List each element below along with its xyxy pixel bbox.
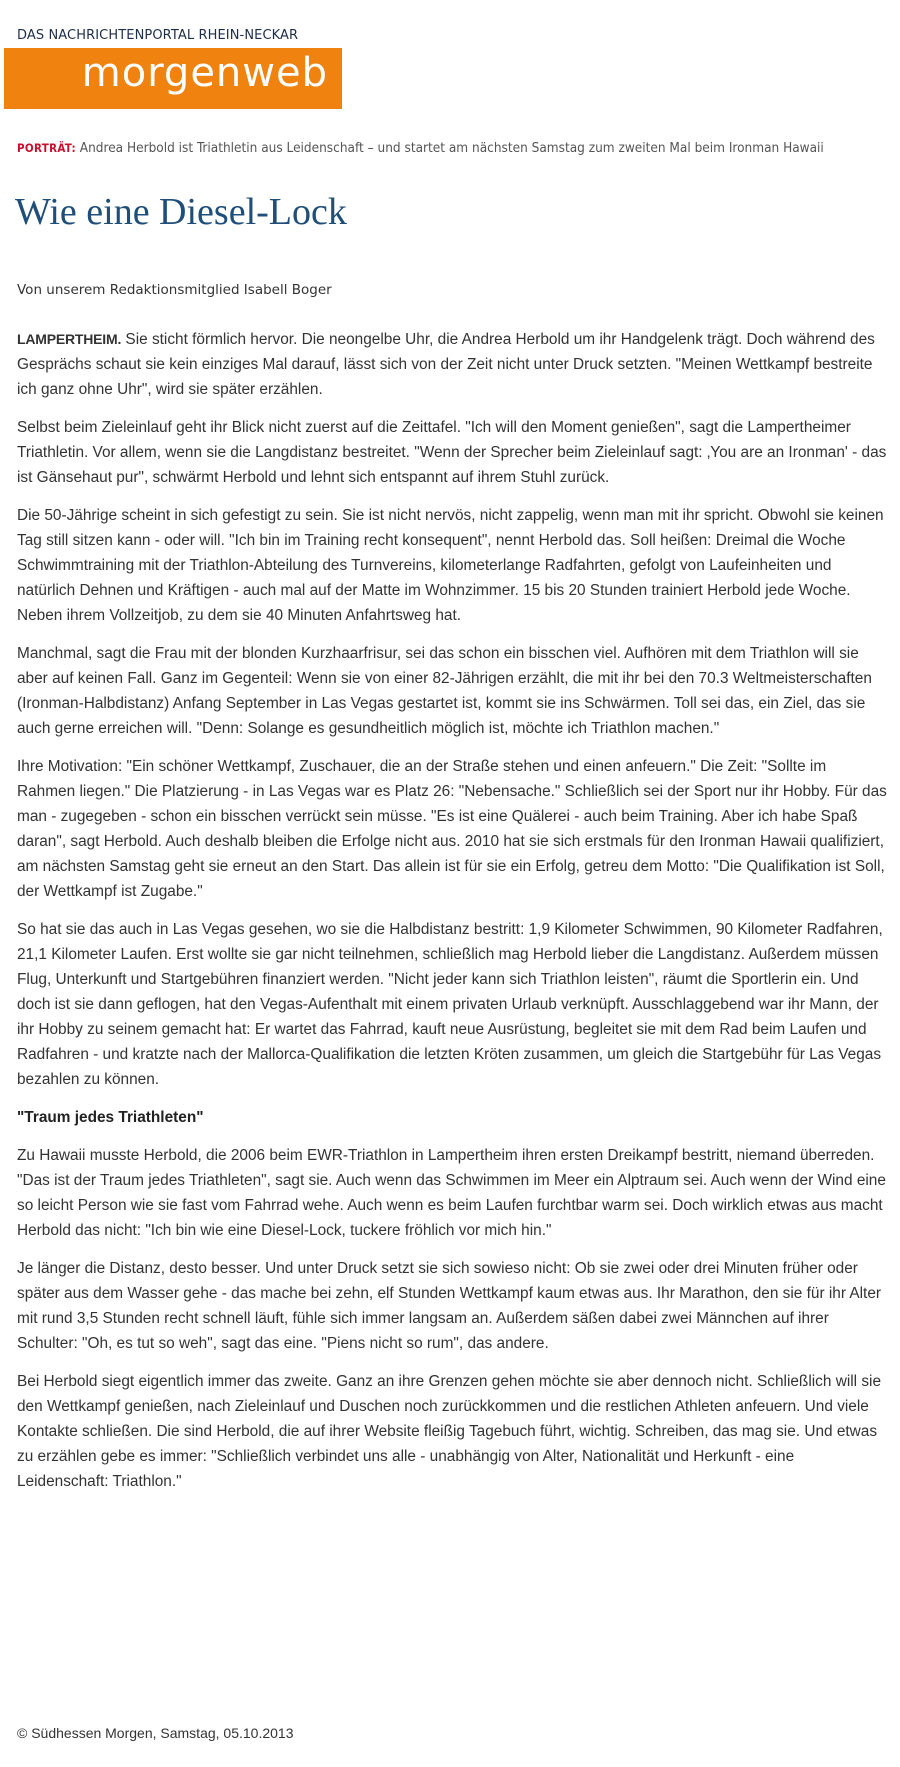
article-kicker (17, 137, 877, 160)
article-paragraph: Manchmal, sagt die Frau mit der blonden Kurzhaarfrisur, sei das schon ein bisschen viel. Aufhören mit dem Triathlon will sie aber auf keinen Fall. Ganz im Gegenteil: Wenn sie von einer 82-Jährigen erzählt, die mit ihr bei den 70.3 Weltmeisterschaften (Ironman-Halbdistanz) Anfang September in Las Vegas gestartet ist, kommt sie ins Schwärmen. Toll sei das, ein Ziel, das sie auch gerne erreichen will. "Denn: Solange es gesundheitlich möglich ist, möchte ich Triathlon machen." (17, 645, 872, 737)
morgenweb-logo[interactable] (4, 48, 342, 109)
article-paragraph: Je länger die Distanz, desto besser. Und unter Druck setzt sie sich sowieso nicht: Ob sie zwei oder drei Minuten früher oder später aus dem Wasser gehe - das mache bei zehn, elf Stunden Wettkampf kaum etwas aus. Ihr Marathon, den sie für ihr Alter mit rund 3,5 Stunden recht schnell läuft, fühle sich immer langsam an. Außerdem säßen dabei zwei Männchen auf ihrer Schulter: "Oh, es tut so weh", sagt das eine. "Piens nicht so rum", das andere. (17, 1260, 882, 1352)
article-paragraph: So hat sie das auch in Las Vegas gesehen, wo sie die Halbdistanz bestritt: 1,9 Kilometer Schwimmen, 90 Kilometer Radfahren, 21,1 Kilometer Laufen. Erst wollte sie gar nicht teilnehmen, schließlich mag Herbold lieber die Langdistanz. Außerdem müssen Flug, Unterkunft und Startgebühren finanziert werden. "Nicht jeder kann sich Triathlon leisten", räumt die Sportlerin ein. Und doch ist sie dann geflogen, hat den Vegas-Aufenthalt mit einem privaten Urlaub verknüpft. Ausschlaggebend war ihr Mann, der ihr Hobby zu seinem gemacht hat: Er wartet das Fahrrad, kauft neue Ausrüstung, begleitet sie mit dem Rad beim Laufen und Radfahren - und kratzte nach der Mallorca-Qualifikation die letzten Kröten zusammen, um gleich die Startgebühr für Las Vegas bezahlen zu können. (17, 921, 883, 1088)
article-body (17, 327, 887, 1507)
article-paragraph: Die 50-Jährige scheint in sich gefestigt zu sein. Sie ist nicht nervös, nicht zappelig, wenn man mit ihr spricht. Obwohl sie keinen Tag still sitzen kann - oder will. "Ich bin im Training recht konsequent", nennt Herbold das. Soll heißen: Dreimal die Woche Schwimmtraining mit der Triathlon-Abteilung des Turnvereins, kilometerlange Radfahrten, gefolgt von Laufeinheiten und natürlich Dehnen und Kräftigen - auch mal auf der Matte im Wohnzimmer. 15 bis 20 Stunden trainiert Herbold jede Woche. Neben ihrem Vollzeitjob, zu dem sie 40 Minuten Anfahrtsweg hat. (17, 507, 884, 624)
logo-text: morgenweb (81, 50, 328, 96)
dateline: LAMPERTHEIM. (17, 331, 122, 347)
article-subhead: "Traum jedes Triathleten" (17, 1109, 204, 1126)
copyright-footer: © Südhessen Morgen, Samstag, 05.10.2013 (17, 1725, 294, 1741)
article-paragraph: LAMPERTHEIM. Sie sticht förmlich hervor. Die neongelbe Uhr, die Andrea Herbold um ihr Handgelenk trägt. Doch während des Gesprächs schaut sie kein einziges Mal darauf, lässt sich von der Zeit nicht unter Druck setzten. "Meinen Wettkampf bestreite ich ganz ohne Uhr", wird sie später erzählen. (17, 331, 875, 398)
article-byline: Von unserem Redaktionsmitglied Isabell Boger (17, 282, 332, 298)
article-paragraph: Selbst beim Zieleinlauf geht ihr Blick nicht zuerst auf die Zeittafel. "Ich will den Moment genießen", sagt die Lampertheimer Triathletin. Vor allem, wenn sie die Langdistanz bestreitet. "Wenn der Sprecher beim Zieleinlauf sagt: ‚You are an Ironman' - das ist Gänsehaut pur", schwärmt Herbold und lehnt sich entspannt auf ihrem Stuhl zurück. (17, 419, 887, 486)
article-headline: Wie eine Diesel-Lock (15, 191, 347, 233)
portal-tagline: DAS NACHRICHTENPORTAL RHEIN-NECKAR (17, 28, 299, 43)
kicker-text: Andrea Herbold ist Triathletin aus Leidenschaft – und startet am nächsten Samstag zum zweiten Mal beim Ironman Hawaii (75, 140, 824, 156)
article-paragraph: Bei Herbold siegt eigentlich immer das zweite. Ganz an ihre Grenzen gehen möchte sie aber dennoch nicht. Schließlich will sie den Wettkampf genießen, nach Zieleinlauf und Duschen noch zurückkommen und die restlichen Athleten anfeuern. Und viele Kontakte schließen. Die sind Herbold, die auf ihrer Website fleißig Tagebuch führt, wichtig. Schreiben, das mag sie. Und etwas zu erzählen gebe es immer: "Schließlich verbindet uns alle - unabhängig von Alter, Nationalität und Herkunft - eine Leidenschaft: Triathlon." (17, 1373, 882, 1490)
kicker-label: PORTRÄT: (17, 141, 76, 155)
article-paragraph: Zu Hawaii musste Herbold, die 2006 beim EWR-Triathlon in Lampertheim ihren ersten Dreikampf bestritt, niemand überreden. "Das ist der Traum jedes Triathleten", sagt sie. Auch wenn das Schwimmen im Meer ein Alptraum sei. Auch wenn der Wind eine so leicht Person wie sie fast vom Fahrrad wehe. Auch wenn es beim Laufen furchtbar warm sei. Doch wirklich etwas aus macht Herbold das nicht: "Ich bin wie eine Diesel-Lock, tuckere fröhlich vor mich hin." (17, 1147, 886, 1239)
article-paragraph: Ihre Motivation: "Ein schöner Wettkampf, Zuschauer, die an der Straße stehen und einen anfeuern." Die Zeit: "Sollte im Rahmen liegen." Die Platzierung - in Las Vegas war es Platz 26: "Nebensache." Schließlich sei der Sport nur ihr Hobby. Für das man - zugegeben - schon ein bisschen verrückt sein müsse. "Es ist eine Quälerei - auch beim Training. Aber ich habe Spaß daran", sagt Herbold. Auch deshalb bleiben die Erfolge nicht aus. 2010 hat sie sich erstmals für den Ironman Hawaii qualifiziert, am nächsten Samstag geht sie erneut an den Start. Das allein ist für sie ein Erfolg, getreu dem Motto: "Die Qualifikation ist Soll, der Wettkampf ist Zugabe." (17, 758, 887, 900)
